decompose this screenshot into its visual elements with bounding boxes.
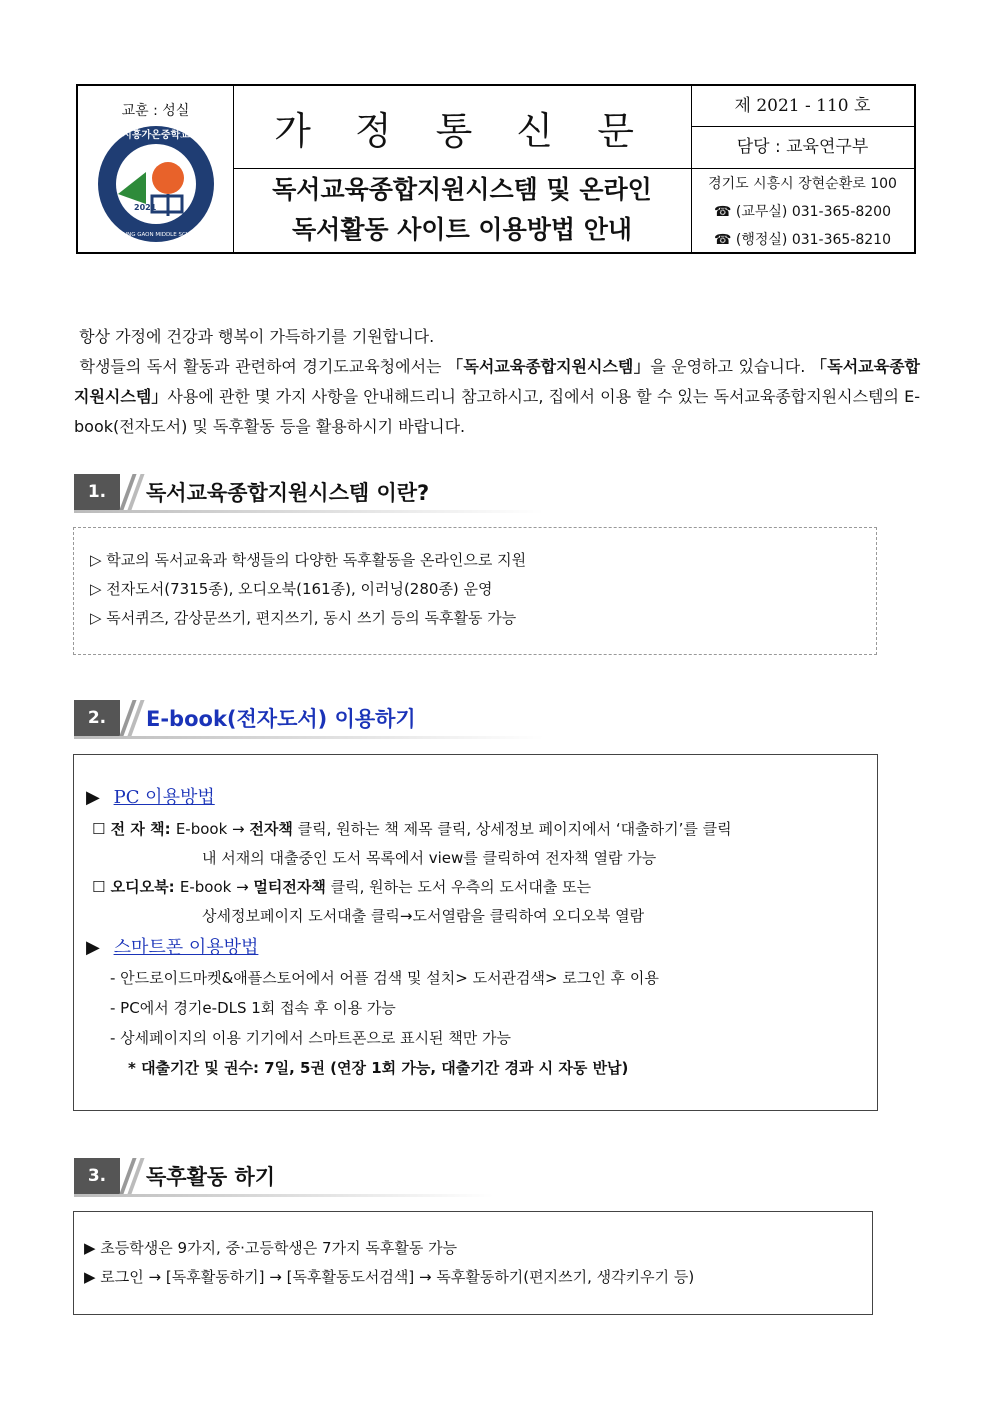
smartphone-heading (86, 933, 258, 959)
logo-arc-text: 시흥가온중학교 (122, 130, 190, 141)
section-3-header (74, 1158, 275, 1194)
newsletter-subtitle (233, 170, 691, 250)
list-item: - PC에서 경기e-DLS 1회 접속 후 이용 가능 (110, 999, 396, 1017)
info-cell (691, 86, 914, 252)
ebook-line: ☐ 전 자 책: E-book → 전자책 클릭, 원하는 책 제목 클릭, 상세정보 페이지에서 ‘대출하기’를 클릭 (92, 820, 732, 838)
pc-heading (86, 783, 215, 809)
list-item: ▷ 학교의 독서교육과 학생들의 다양한 독후활동을 온라인으로 지원 (90, 551, 527, 569)
school-motto: 교훈 : 성실 (121, 103, 190, 119)
section-2-header (74, 700, 416, 736)
school-logo (96, 124, 216, 244)
intro-text (74, 322, 920, 442)
subtitle-line-2: 독서활동 사이트 이용방법 안내 (291, 215, 633, 244)
section-divider-icon (120, 700, 144, 736)
section-underline (74, 1194, 494, 1197)
ebook-line-2: 내 서재의 대출중인 도서 목록에서 view를 클릭하여 전자책 열람 가능 (202, 849, 657, 867)
section-title: E-book(전자도서) 이용하기 (146, 707, 416, 731)
school-contact (691, 170, 914, 254)
newsletter-header (76, 84, 916, 254)
section-title: 독서교육종합지원시스템 이란? (146, 481, 430, 505)
section-1-box (73, 527, 877, 655)
section-divider-icon (120, 474, 144, 510)
school-emblem-cell (78, 86, 234, 252)
section-underline (74, 510, 544, 513)
department: 담당 : 교육연구부 (691, 127, 914, 169)
audiobook-line: ☐ 오디오북: E-book → 멀티전자책 클릭, 원하는 도서 우측의 도서대출 또는 (92, 878, 592, 896)
section-2-box (73, 754, 878, 1111)
logo-english-text: SIHEUNG GAON MIDDLE SCHOOL (110, 232, 202, 238)
arrow-icon: ▶ (86, 937, 100, 958)
section-1-header (74, 474, 429, 510)
logo-year: 2021 (134, 203, 157, 212)
list-item: ▷ 독서퀴즈, 감상문쓰기, 편지쓰기, 동시 쓰기 등의 독후활동 가능 (90, 609, 517, 627)
phone-office: ☎ (교무실) 031-365-8200 (713, 204, 891, 220)
pc-heading-link[interactable]: PC 이용방법 (113, 787, 215, 808)
section-title: 독후활동 하기 (146, 1165, 276, 1189)
newsletter-title: 가 정 통 신 문 (274, 108, 650, 153)
audiobook-line-2: 상세정보페이지 도서대출 클릭→도서열람을 클릭하여 오디오북 열람 (202, 907, 645, 925)
loan-note: * 대출기간 및 권수: 7일, 5권 (연장 1회 가능, 대출기간 경과 시 자동 반납) (128, 1059, 629, 1077)
arrow-icon: ▶ (86, 787, 100, 808)
issue-number: 제 2021 - 110 호 (691, 86, 914, 127)
list-item: - 안드로이드마켓&애플스토어에서 어플 검색 및 설치> 도서관검색> 로그인 후 이용 (110, 969, 659, 987)
section-number: 3. (74, 1158, 120, 1194)
intro-greeting: 항상 가정에 건강과 행복이 가득하기를 기원합니다. (79, 327, 435, 346)
subtitle-line-1: 독서교육종합지원시스템 및 온라인 (272, 175, 652, 204)
section-3-box (73, 1211, 873, 1315)
school-address: 경기도 시흥시 장현순환로 100 (708, 176, 897, 192)
list-item: ▷ 전자도서(7315종), 오디오북(161종), 이러닝(280종) 운영 (90, 580, 493, 598)
list-item: - 상세페이지의 이용 기기에서 스마트폰으로 표시된 책만 가능 (110, 1029, 512, 1047)
phone-admin: ☎ (행정실) 031-365-8210 (713, 232, 891, 248)
section-underline (74, 736, 544, 739)
title-cell (233, 86, 692, 252)
section-divider-icon (120, 1158, 144, 1194)
list-item: ▶ 초등학생은 9가지, 중·고등학생은 7가지 독후활동 가능 (84, 1239, 458, 1257)
section-number: 1. (74, 474, 120, 510)
smartphone-heading-link[interactable]: 스마트폰 이용방법 (113, 937, 259, 958)
list-item: ▶ 로그인 → [독후활동하기] → [독후활동도서검색] → 독후활동하기(편지쓰기, 생각키우기 등) (84, 1268, 695, 1286)
intro-paragraph: 학생들의 독서 활동과 관련하여 경기도교육청에서는 「독서교육종합지원시스템」을 운영하고 있습니다. 「독서교육종합지원시스템」사용에 관한 몇 가지 사항을 안내해드리니 참고하시고, 집에서 이용 할 수 있는 독서교육종합지원시스템의 E-book(전자도서) 및 독후활동 등을 활용하시기 바랍니다. (74, 357, 920, 436)
section-number: 2. (74, 700, 120, 736)
